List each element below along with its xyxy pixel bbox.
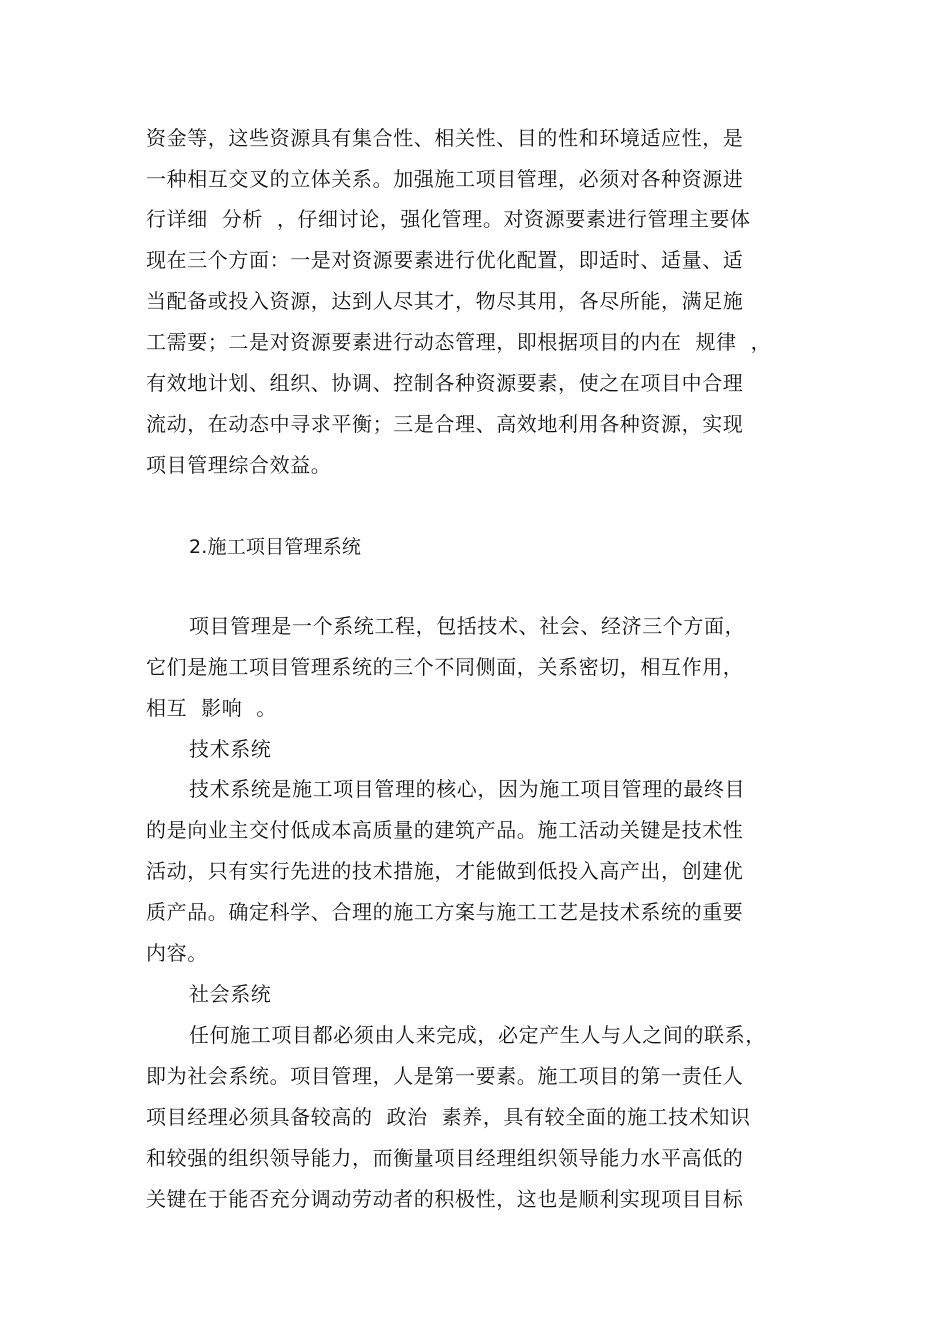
subheading-social-system: 社会系统 (189, 982, 272, 1006)
paragraph-line: 行详细 分析 ，仔细讨论，强化管理。对资源要素进行管理主要体 (146, 207, 751, 231)
paragraph-line: 现在三个方面：一是对资源要素进行优化配置，即适时、适量、适 (146, 248, 744, 272)
paragraph-line: 有效地计划、组织、协调、控制各种资源要素，使之在项目中合理 (146, 371, 744, 395)
paragraph-line: 它们是施工项目管理系统的三个不同侧面，关系密切，相互作用， (146, 655, 744, 679)
paragraph-line: 项目管理是一个系统工程，包括技术、社会、经济三个方面， (189, 614, 746, 638)
paragraph-line: 即为社会系统。项目管理，人是第一要素。施工项目的第一责任人 (146, 1064, 744, 1088)
paragraph-line: 关键在于能否充分调动劳动者的积极性，这也是顺利实现项目目标 (146, 1187, 744, 1211)
paragraph-line: 项目管理综合效益。 (146, 453, 332, 477)
paragraph-line: 任何施工项目都必须由人来完成，必定产生人与人之间的联系， (189, 1023, 766, 1047)
paragraph-line: 质产品。确定科学、合理的施工方案与施工工艺是技术系统的重要 (146, 900, 744, 924)
paragraph-line: 一种相互交叉的立体关系。加强施工项目管理，必须对各种资源进 (146, 167, 744, 191)
paragraph-line: 当配备或投入资源，达到人尽其才，物尽其用，各尽所能，满足施 (146, 289, 744, 313)
paragraph-line: 和较强的组织领导能力，而衡量项目经理组织领导能力水平高低的 (146, 1146, 744, 1170)
paragraph-line: 的是向业主交付低成本高质量的建筑产品。施工活动关键是技术性 (146, 818, 744, 842)
paragraph-line: 流动，在动态中寻求平衡；三是合理、高效地利用各种资源，实现 (146, 412, 744, 436)
paragraph-line: 工需要；二是对资源要素进行动态管理，即根据项目的内在 规律 ， (146, 330, 772, 354)
paragraph-line: 相互 影响 。 (146, 696, 277, 720)
subheading-tech-system: 技术系统 (189, 737, 272, 761)
paragraph-line: 内容。 (146, 941, 208, 965)
paragraph-line: 技术系统是施工项目管理的核心，因为施工项目管理的最终目 (189, 777, 746, 801)
paragraph-line: 项目经理必须具备较高的 政治 素养，具有较全面的施工技术知识 (146, 1105, 751, 1129)
section-heading: 2.施工项目管理系统 (189, 536, 362, 558)
paragraph-line: 资金等，这些资源具有集合性、相关性、目的性和环境适应性，是 (146, 126, 744, 150)
paragraph-line: 活动，只有实行先进的技术措施，才能做到低投入高产出，创建优 (146, 859, 744, 883)
